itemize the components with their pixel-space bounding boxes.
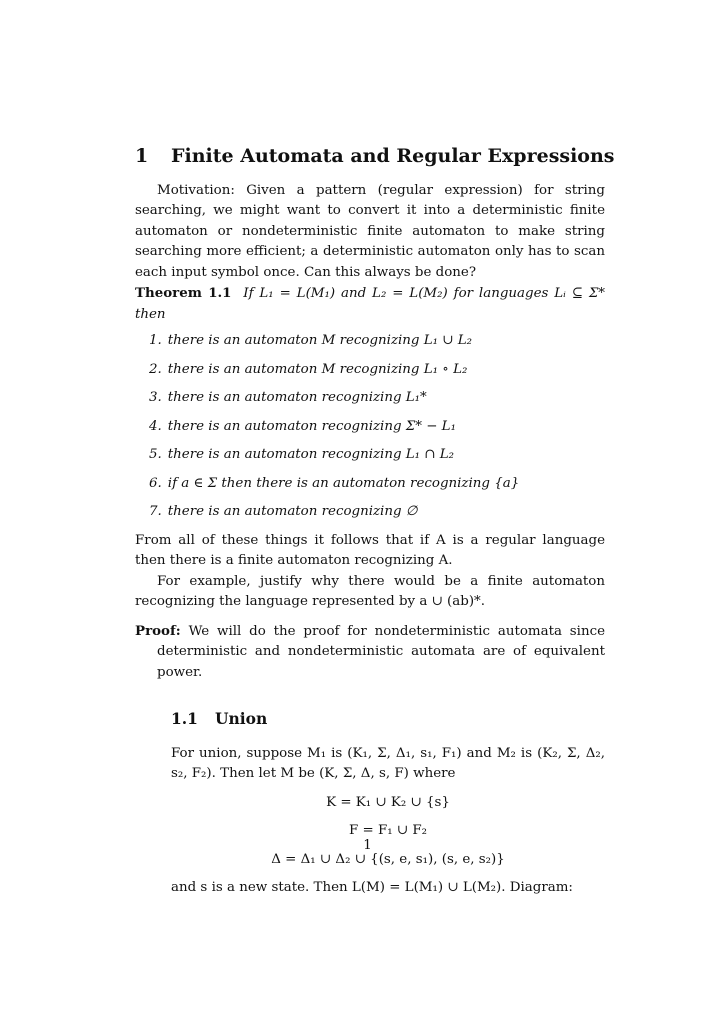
list-item: 3. there is an automaton recognizing L₁* — [149, 390, 427, 405]
list-item: 6. if a ∈ Σ then there is an automaton recognizing {a} — [149, 475, 520, 491]
union-outro: and s is a new state. Then L(M) = L(M₁) ∪ L(M₂). Diagram: — [171, 880, 573, 895]
section-title: Finite Automata and Regular Expressions — [171, 145, 615, 167]
proof-text: We will do the proof for nondeterministic automata since deterministic and nondeterministic automata are of equivalent power. — [157, 623, 605, 680]
proof-paragraph — [135, 621, 605, 684]
section-number: 1 — [135, 145, 149, 167]
page-number: 1 — [363, 838, 372, 853]
list-item: 4. there is an automaton recognizing Σ* − L₁ — [149, 418, 456, 434]
page-body — [135, 145, 615, 899]
after-theorem-paragraph: From all of these things it follows that if A is a regular language then there is a finite automaton recognizing A. — [135, 532, 605, 568]
list-item: 1. there is an automaton M recognizing L₁ ∪ L₂ — [149, 333, 472, 348]
theorem-list — [135, 331, 605, 523]
motivation-paragraph: Motivation: Given a pattern (regular expression) for string searching, we might want to convert it into a deterministic finite automaton or nondeterministic finite automaton to make string searching more efficient; a deterministic automaton only has to scan each input symbol once. Can this always be done? — [135, 182, 605, 280]
subsection-heading — [171, 709, 605, 730]
proof-label: Proof: — [135, 622, 181, 639]
equation-f: F = F₁ ∪ F₂ — [348, 823, 428, 838]
example-paragraph: For example, justify why there would be a finite automaton recognizing the language represented by a ∪ (ab)*. — [135, 573, 605, 609]
union-intro: For union, suppose M₁ is (K₁, Σ, Δ₁, s₁, F₁) and M₂ is (K₂, Σ, Δ₂, s₂, F₂). Then let M be (K, Σ, Δ, s, F) where — [171, 745, 605, 781]
section-heading — [135, 145, 615, 167]
theorem-statement — [135, 283, 605, 325]
subsection-number: 1.1 — [171, 709, 198, 728]
equation-delta: Δ = Δ₁ ∪ Δ₂ ∪ {(s, e, s₁), (s, e, s₂)} — [271, 851, 505, 867]
theorem-head: Theorem 1.1 — [135, 285, 232, 301]
list-item: 2. there is an automaton M recognizing L₁ ∘ L₂ — [149, 361, 468, 377]
union-block — [135, 744, 605, 899]
list-item: 7. there is an automaton recognizing ∅ — [149, 504, 418, 519]
list-item: 5. there is an automaton recognizing L₁ ∩ L₂ — [149, 447, 455, 462]
theorem-text: If L₁ = L(M₁) and L₂ = L(M₂) for languages Lᵢ ⊆ Σ* then — [135, 286, 605, 322]
subsection-title: Union — [215, 709, 268, 728]
equation-k: K = K₁ ∪ K₂ ∪ {s} — [326, 794, 450, 810]
